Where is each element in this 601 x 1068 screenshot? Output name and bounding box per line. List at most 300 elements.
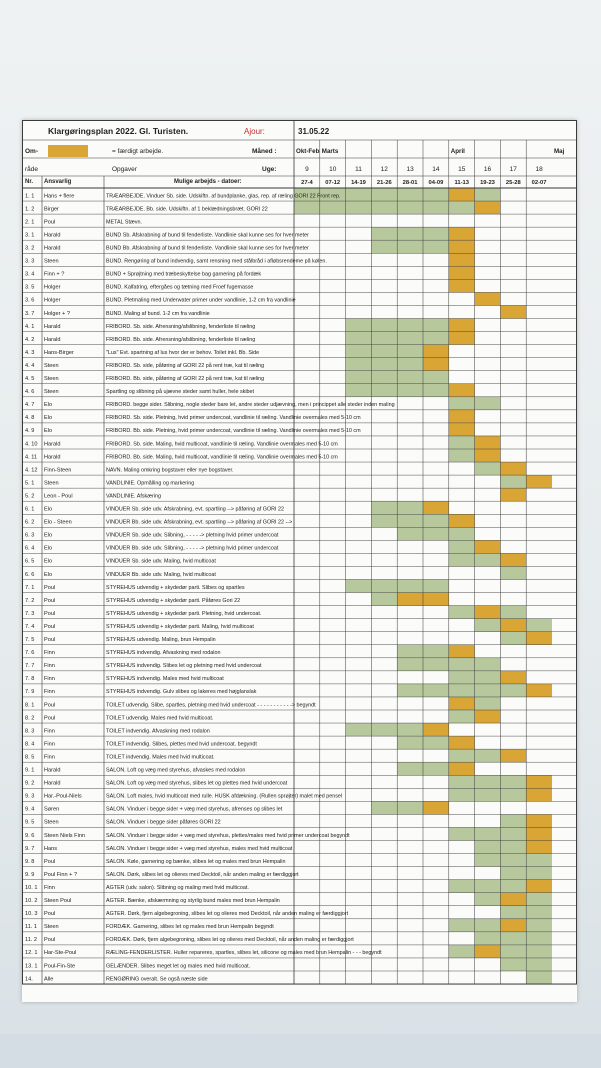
row-task: VINDUER Sb. side udv. Slibning, - - - - -> pletning hvid primer undercoat	[106, 532, 279, 539]
planned-cell	[526, 945, 552, 958]
table-row	[25, 206, 268, 212]
row-task: STYREHUS udvendig + skydedør parti. Maling, hvid multicoat	[106, 623, 254, 630]
planned-cell	[449, 436, 475, 449]
row-task: RENGØRING overalt. Se også næste side	[106, 976, 208, 983]
row-responsible: Steen	[44, 480, 59, 487]
table-row	[25, 350, 259, 356]
planned-cell	[371, 580, 397, 593]
row-task: FRIBORD. Bb. side. Maling, hvid multicoat, vandlinie til ræling. Vandlinie overmales med 5-10 cm	[106, 454, 338, 461]
planned-cell	[371, 345, 397, 358]
row-responsible: Elo	[44, 558, 53, 565]
row-responsible: Poul	[44, 219, 56, 226]
planned-cell	[371, 319, 397, 332]
table-row	[25, 232, 309, 238]
week-number: 15	[458, 166, 466, 173]
row-number: 4. 6	[25, 389, 35, 396]
planned-cell	[397, 736, 423, 749]
row-number: 1. 2	[25, 206, 35, 213]
row-responsible: Finn	[44, 884, 55, 891]
planned-cell	[371, 593, 397, 606]
planned-cell	[475, 188, 501, 201]
planned-cell	[526, 854, 552, 867]
row-responsible: Harald	[44, 454, 61, 461]
row-number: 9. 7	[25, 845, 35, 852]
row-number: 9. 3	[25, 793, 35, 800]
done-cell	[449, 762, 475, 775]
ajour-label: Ajour:	[244, 127, 265, 136]
planned-cell	[500, 906, 526, 919]
week-number: 17	[509, 166, 517, 173]
table-row	[25, 337, 255, 343]
table-row	[25, 193, 341, 199]
planned-cell	[500, 932, 526, 945]
done-cell	[526, 632, 552, 645]
row-responsible: Poul	[44, 597, 56, 604]
row-responsible: Steen	[44, 258, 59, 265]
table-row	[25, 258, 327, 265]
planned-cell	[423, 188, 449, 201]
planned-cell	[397, 527, 423, 540]
planned-cell	[475, 658, 501, 671]
done-cell	[475, 449, 501, 462]
row-number: 8. 2	[25, 715, 35, 722]
table-row	[25, 833, 350, 839]
table-row	[25, 454, 338, 460]
row-task: FRIBORD. Sb. side. Afrensning/afslibning, fenderliste til ræling	[106, 323, 256, 330]
row-task: BUND. Pletmaling med Underwater primer under vandlinie, 1-2 cm fra vandlinie	[106, 297, 296, 304]
table-row	[25, 846, 293, 852]
planned-cell	[449, 606, 475, 619]
planned-cell	[397, 514, 423, 527]
table-row	[25, 741, 257, 747]
done-cell	[526, 475, 552, 488]
row-task: FORDÆK. Dørk, fjern algebegroning, slibes let og olieres med Decktoil, når anden maling er færdiggjort	[106, 937, 354, 944]
row-responsible: Poul	[44, 637, 56, 643]
planned-cell	[346, 332, 372, 345]
planned-cell	[371, 371, 397, 384]
row-task: FRIBORD. Sb. side. Maling, hvid multicoat, vandlinie til ræling. Vandlinie overmales med 5-10 cm	[106, 441, 338, 448]
row-number: 3. 5	[25, 284, 35, 291]
planned-cell	[449, 880, 475, 893]
row-number: 14.	[25, 976, 33, 983]
planned-cell	[371, 384, 397, 397]
table-row	[25, 754, 215, 760]
row-task: VINDUER Bb. side udv. Maling, hvid multicoat	[106, 571, 216, 578]
month-label: April	[450, 148, 465, 155]
row-responsible: Birger	[44, 206, 59, 213]
done-cell	[423, 801, 449, 814]
table-row	[25, 597, 240, 604]
planned-cell	[423, 658, 449, 671]
plan-sheet	[22, 120, 577, 1002]
week-number: 12	[380, 166, 388, 173]
row-number: 7. 6	[25, 650, 35, 657]
row-task: TRÆARBEJDE. Vinduer Sb. side. Udskiftn. af bundplanke, glas, rep. af ræling GORI 22 Front rep.	[106, 193, 341, 200]
table-row	[25, 533, 279, 539]
col-nr-header: Nr.	[25, 179, 34, 185]
row-number: 7. 5	[25, 637, 35, 643]
uge-label: Uge:	[262, 166, 277, 173]
table-row	[25, 362, 264, 369]
planned-cell	[526, 619, 552, 632]
planned-cell	[397, 580, 423, 593]
row-number: 9. 5	[25, 819, 35, 826]
done-cell	[423, 593, 449, 606]
row-responsible: Holger	[44, 297, 61, 304]
table-row	[25, 311, 210, 317]
row-number: 3. 3	[25, 258, 35, 265]
row-number: 4. 3	[25, 349, 35, 356]
planned-cell	[500, 788, 526, 801]
row-task: VINDUER Sb. side udv. Afskrabning, evt. spartling --> påføring af GORI 22	[106, 506, 285, 513]
planned-cell	[475, 854, 501, 867]
row-number: 4. 5	[25, 376, 35, 382]
month-label: Marts	[321, 148, 339, 155]
wall-band	[0, 1034, 601, 1068]
table-row	[25, 963, 250, 969]
row-task: BUND. Rengøring af bund indvendig, samt rensning med stålbråd i afløbsrendeme på kølen.	[106, 258, 327, 265]
row-responsible: Har.-Poul-Niels	[44, 793, 82, 800]
done-cell	[423, 723, 449, 736]
row-responsible: Elo	[44, 506, 53, 513]
row-responsible: Elo	[44, 532, 53, 539]
row-number: 6. 2	[25, 519, 35, 526]
row-responsible: Harald	[44, 336, 61, 343]
done-cell	[449, 697, 475, 710]
table-row	[25, 298, 296, 304]
row-number: 3. 7	[25, 310, 35, 317]
planned-cell	[397, 371, 423, 384]
table-row	[25, 479, 194, 486]
row-responsible: Poul	[44, 584, 56, 591]
planned-cell	[423, 240, 449, 253]
planned-cell	[500, 945, 526, 958]
table-row	[25, 546, 279, 552]
planned-cell	[475, 619, 501, 632]
date-range: 21-26	[376, 180, 392, 186]
row-number: 4. 12	[25, 467, 38, 474]
done-cell	[500, 619, 526, 632]
table-row	[25, 702, 316, 708]
row-task: SALON. Loft og væg med styrehus, slibes let og plettes med hvid undercoat	[106, 780, 288, 787]
week-number: 11	[355, 166, 362, 173]
row-responsible: Elo	[44, 571, 53, 578]
row-number: 7. 2	[25, 597, 35, 604]
planned-cell	[449, 919, 475, 932]
planned-cell	[475, 932, 501, 945]
table-row	[25, 441, 338, 447]
done-cell	[475, 945, 501, 958]
planned-cell	[449, 827, 475, 840]
planned-cell	[500, 632, 526, 645]
week-number: 14	[432, 166, 440, 173]
table-row	[25, 819, 221, 826]
done-cell	[526, 775, 552, 788]
done-cell	[449, 253, 475, 266]
row-task: STYREHUS indvendig. Slibes let og pletning med hvid undercoat	[106, 663, 262, 670]
done-cell	[449, 423, 475, 436]
row-task: STYREHUS indvendig. Gulv slibes og lakeres med højglanslak	[106, 689, 257, 696]
plan-title: Klargøringsplan 2022. Gl. Turisten.	[48, 126, 189, 136]
done-cell	[449, 319, 475, 332]
row-task: VANDLINIE. Afskæring	[106, 493, 162, 500]
planned-cell	[346, 358, 372, 371]
planned-cell	[500, 566, 526, 579]
row-number: 7. 1	[25, 584, 35, 591]
planned-cell	[475, 880, 501, 893]
table-row	[25, 859, 285, 865]
table-row	[25, 572, 216, 578]
row-task: SALON. Vinduer i begge sider + væg med styrehus, afrenses og slibes let	[106, 806, 283, 813]
row-task: STYREHUS udvendig + skydedør parti. Pletning, hvid undercoat.	[106, 610, 262, 617]
row-task: VANDLINIE. Opmålling og markering	[106, 480, 195, 487]
planned-cell	[449, 449, 475, 462]
planned-cell	[397, 227, 423, 240]
done-cell	[500, 462, 526, 475]
row-responsible: Harald	[44, 232, 61, 239]
row-task: FRIBORD. Sb. side. Pletning, hvid primer undercoat, vandlinie til ræling. Vandlinie overmales med 5-10 cm	[106, 415, 361, 422]
legend-done-swatch	[48, 145, 88, 157]
planned-cell	[475, 397, 501, 410]
planned-cell	[475, 893, 501, 906]
row-number: 6. 3	[25, 532, 35, 539]
row-responsible: Harald	[44, 441, 61, 448]
done-cell	[475, 606, 501, 619]
planned-cell	[397, 658, 423, 671]
done-cell	[449, 410, 475, 423]
row-responsible: Steen	[44, 376, 59, 382]
planned-cell	[526, 893, 552, 906]
planned-cell	[449, 710, 475, 723]
row-task: STYREHUS udvendig + skydedør parti. Påføres Gori 22	[106, 597, 241, 604]
row-number: 9. 1	[25, 767, 35, 774]
row-task: STYREHUS indvendig. Afvaskning med rodalon	[106, 650, 221, 657]
done-cell	[449, 266, 475, 279]
table-row	[25, 493, 161, 499]
opgaver-label: Opgaver	[112, 166, 137, 173]
done-cell	[526, 684, 552, 697]
planned-cell	[526, 919, 552, 932]
planned-cell	[423, 527, 449, 540]
row-responsible: Finn	[44, 728, 55, 735]
planned-cell	[475, 671, 501, 684]
table-row	[25, 624, 254, 630]
planned-cell	[371, 227, 397, 240]
row-task: STYREHUS udvendig + skydedør parti. Slibes og spartles	[106, 584, 245, 591]
row-responsible: Steen Niels Finn	[44, 832, 86, 839]
planned-cell	[449, 540, 475, 553]
planned-cell	[371, 358, 397, 371]
done-cell	[449, 188, 475, 201]
done-cell	[449, 279, 475, 292]
planned-cell	[423, 384, 449, 397]
planned-cell	[423, 580, 449, 593]
row-responsible: Poul Finn + ?	[44, 871, 78, 878]
row-responsible: Steen	[44, 819, 59, 826]
planned-cell	[475, 749, 501, 762]
table-row	[25, 689, 257, 695]
row-task: SALON. Vinduer i begge sider + væg med styrehus, males med hvid multicoat	[106, 845, 293, 852]
table-row	[25, 324, 255, 330]
planned-cell	[397, 501, 423, 514]
row-number: 6. 1	[25, 506, 35, 513]
planned-cell	[397, 384, 423, 397]
planned-cell	[423, 684, 449, 697]
table-row	[25, 219, 142, 225]
row-number: 8. 3	[25, 728, 35, 735]
planned-cell	[526, 932, 552, 945]
done-cell	[475, 710, 501, 723]
date-range: 25-28	[505, 180, 521, 186]
row-number: 3. 2	[25, 245, 35, 252]
row-task: SALON. Vinduer i begge sider + væg med styrehus, plettes/males med hvid primer undercoat begyndt	[106, 832, 350, 839]
planned-cell	[397, 201, 423, 214]
planned-cell	[449, 775, 475, 788]
planned-cell	[346, 201, 372, 214]
row-task: VINDUER Sb. side udv. Maling, hvid multicoat	[106, 558, 216, 565]
col-ansvarlig-header: Ansvarlig	[44, 179, 72, 185]
planned-cell	[397, 801, 423, 814]
planned-cell	[346, 371, 372, 384]
row-number: 4. 7	[25, 402, 35, 409]
date-range: 19-23	[480, 180, 495, 186]
planned-cell	[371, 201, 397, 214]
planned-cell	[500, 867, 526, 880]
row-responsible: Steen	[44, 389, 59, 396]
planned-cell	[423, 319, 449, 332]
planned-cell	[423, 762, 449, 775]
planned-cell	[526, 971, 552, 984]
date-range: 14-19	[351, 180, 366, 186]
planned-cell	[423, 332, 449, 345]
planned-cell	[475, 684, 501, 697]
planned-cell	[500, 841, 526, 854]
row-task: AGTER. Bænke, afskærmning og styrlig bund males med brun Hempalin	[106, 898, 280, 904]
planned-cell	[500, 775, 526, 788]
table-row	[25, 768, 245, 774]
table-row	[25, 415, 361, 421]
row-number: 8. 1	[25, 702, 35, 709]
row-task: TOILET indvendig. Afvaskning med rodalon	[106, 728, 210, 735]
done-cell	[526, 841, 552, 854]
planned-cell	[346, 580, 372, 593]
planned-cell	[346, 384, 372, 397]
row-task: VINDUER Bb. side udv. Afskrabning, evt. spartling --> påføring af GORI 22 -->	[106, 519, 293, 526]
row-responsible: Har-Ste-Poul	[44, 950, 77, 957]
row-responsible: Harald	[44, 323, 61, 330]
row-responsible: Poul	[44, 937, 56, 944]
row-responsible: Holger	[44, 284, 61, 291]
row-number: 9. 4	[25, 806, 35, 813]
row-responsible: Søren	[44, 806, 60, 813]
row-responsible: Finn	[44, 663, 55, 670]
done-cell	[475, 201, 501, 214]
table-row	[25, 950, 382, 956]
planned-cell	[475, 462, 501, 475]
row-task: FRIBORD. Bb. side. Pletning, hvid primer undercoat, vandlinie til ræling. Vandlinie overmales med 5-10 cm	[106, 428, 361, 435]
row-responsible: Steen Poul	[44, 898, 72, 904]
row-responsible: Elo	[44, 415, 53, 422]
table-row	[25, 375, 264, 382]
week-number: 10	[329, 166, 337, 173]
planned-cell	[423, 371, 449, 384]
row-number: 3. 6	[25, 297, 35, 304]
table-row	[25, 506, 284, 513]
row-number: 6. 4	[25, 545, 35, 552]
table-row	[25, 807, 283, 813]
row-task: STYREHUS indvendig. Males med hvid multicoat	[106, 676, 224, 683]
row-responsible: Poul	[44, 858, 56, 865]
row-responsible: Harald	[44, 767, 61, 774]
row-responsible: Hans + flere	[44, 193, 75, 200]
row-responsible: Steen	[44, 362, 59, 369]
planned-cell	[526, 867, 552, 880]
row-number: 8. 5	[25, 754, 35, 761]
row-responsible: Poul	[44, 610, 56, 617]
month-label: Maj	[554, 148, 565, 155]
row-task: TOILET indvendig. Males med hvid multicoat.	[106, 754, 215, 761]
planned-cell	[397, 723, 423, 736]
done-cell	[423, 345, 449, 358]
row-task: BUND Bb. Afskrabning af bund til fenderliste. Vandlinie skal kunne ses for hver meter	[106, 245, 309, 252]
row-number: 13. 1	[25, 963, 38, 970]
row-responsible: Leon - Poul	[44, 493, 73, 500]
maned-label: Måned :	[252, 148, 277, 155]
row-number: 9. 8	[25, 858, 35, 865]
planned-cell	[475, 775, 501, 788]
row-number: 7. 8	[25, 676, 35, 683]
table-row	[25, 637, 216, 643]
planned-cell	[449, 945, 475, 958]
row-number: 1. 1	[25, 193, 35, 200]
done-cell	[423, 501, 449, 514]
planned-cell	[397, 762, 423, 775]
planned-cell	[449, 201, 475, 214]
row-task: METAL Stævn.	[106, 219, 142, 226]
planned-cell	[371, 501, 397, 514]
planned-cell	[346, 723, 372, 736]
row-number: 9. 6	[25, 832, 35, 839]
planned-cell	[500, 475, 526, 488]
row-task: AGTER (udv. salon). Slibning og maling med hvid multicoat.	[106, 884, 249, 891]
row-responsible: Harald	[44, 245, 61, 252]
row-responsible: Elo	[44, 545, 53, 552]
table-row	[25, 885, 249, 891]
table-row	[25, 663, 262, 669]
done-cell	[500, 305, 526, 318]
planned-cell	[397, 358, 423, 371]
planned-cell	[526, 906, 552, 919]
rade-label: råde	[25, 166, 39, 173]
plan-poster	[22, 120, 577, 1002]
table-row	[25, 676, 224, 682]
row-task: GELÆNDER. Slibes meget let og males med hvid multicoat.	[106, 963, 251, 970]
planned-cell	[397, 645, 423, 658]
row-responsible: Poul-Fin-Ste	[44, 963, 76, 970]
row-responsible: Hans	[44, 845, 58, 852]
row-task: "Lus" Evt. spartning af lus hvor der er behov. Toilet inkl. Bb. Side	[106, 349, 260, 356]
row-task: NAVN. Maling omkring bogstaver eller nye bogstaver.	[106, 467, 234, 474]
row-number: 4. 10	[25, 441, 38, 448]
row-responsible: Poul	[44, 702, 56, 709]
table-row	[25, 271, 261, 278]
planned-cell	[449, 658, 475, 671]
done-cell	[397, 593, 423, 606]
done-cell	[423, 358, 449, 371]
planned-cell	[449, 684, 475, 697]
col-mulige-header: Mulige arbejds - datoer:	[174, 179, 242, 185]
table-row	[25, 388, 255, 395]
